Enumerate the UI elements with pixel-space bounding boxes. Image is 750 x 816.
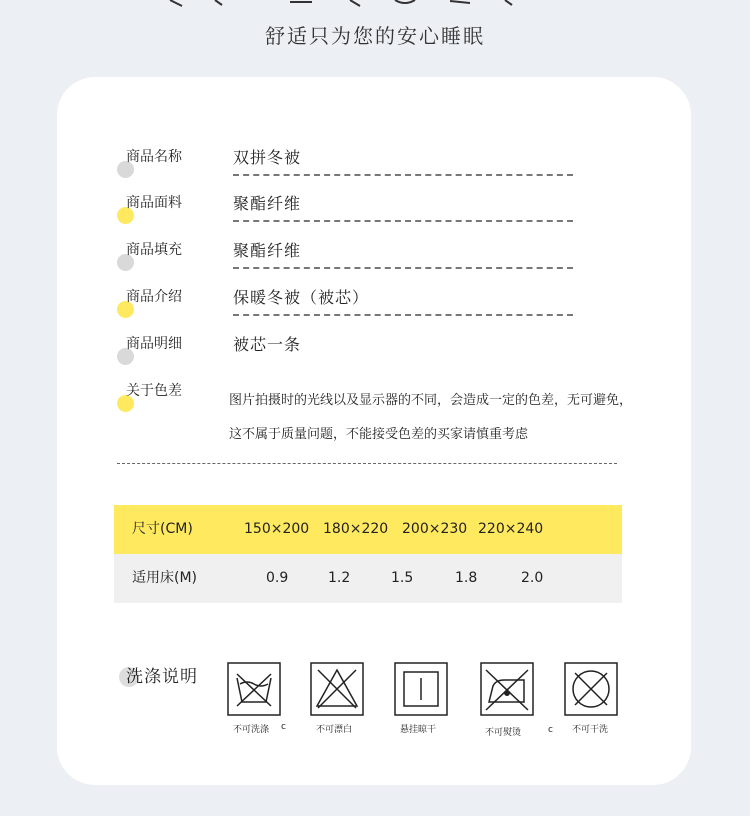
- no-dry-clean-icon: [564, 662, 618, 716]
- color-note-text: 这不属于质量问题，不能接受色差的买家请慎重考虑: [229, 427, 529, 442]
- hang-dry-icon: [394, 662, 448, 716]
- size-header-label: 尺寸(CM): [132, 521, 193, 537]
- color-note-label: 关于色差: [126, 383, 182, 399]
- product-row-details: [57, 334, 691, 374]
- no-iron-icon: [480, 662, 534, 716]
- row-value: 聚酯纤维: [233, 241, 302, 260]
- product-info-card: [57, 77, 691, 785]
- size-table-header: [114, 505, 622, 554]
- size-cell: 220×240: [478, 521, 544, 537]
- dashed-divider: [233, 267, 573, 269]
- section-divider: [117, 463, 617, 464]
- product-row-filling: [57, 240, 691, 280]
- no-bleach-icon: [310, 662, 364, 716]
- no-wash-icon: [227, 662, 281, 716]
- icon-caption: 不可熨烫: [485, 728, 522, 738]
- dashed-divider: [233, 314, 573, 316]
- bed-cell: 0.9: [266, 570, 289, 586]
- icon-caption: 悬挂晾干: [400, 725, 437, 735]
- row-value: 聚酯纤维: [233, 194, 302, 213]
- row-label: 商品名称: [126, 149, 182, 165]
- icon-caption: 不可漂白: [316, 725, 353, 735]
- color-note-text: 图片拍摄时的光线以及显示器的不同，会造成一定的色差，无可避免，: [229, 393, 633, 408]
- wash-title: 洗涤说明: [126, 667, 198, 687]
- row-value: 保暖冬被（被芯）: [233, 288, 370, 307]
- row-value: 被芯一条: [233, 335, 302, 354]
- bed-cell: 1.8: [455, 570, 478, 586]
- icon-caption: 不可干洗: [572, 725, 609, 735]
- page-tagline: 舒适只为您的安心睡眠: [265, 24, 485, 48]
- bed-cell: 1.2: [328, 570, 351, 586]
- row-label: 商品面料: [126, 195, 182, 211]
- top-decoration: [0, 0, 750, 8]
- product-row-name: [57, 147, 691, 187]
- dashed-divider: [233, 220, 573, 222]
- size-cell: 200×230: [402, 521, 468, 537]
- row-label: 商品明细: [126, 336, 182, 352]
- icon-caption: 不可洗涤: [233, 725, 270, 735]
- stray-mark: c: [281, 722, 286, 732]
- product-row-intro: [57, 287, 691, 327]
- bed-row-label: 适用床(M): [132, 570, 198, 586]
- size-table-body: [114, 554, 622, 603]
- bed-cell: 2.0: [521, 570, 544, 586]
- size-cell: 150×200: [244, 521, 310, 537]
- dashed-divider: [233, 174, 573, 176]
- size-table: [114, 505, 622, 603]
- bed-cell: 1.5: [391, 570, 414, 586]
- row-value: 双拼冬被: [233, 148, 302, 167]
- stray-mark: c: [548, 725, 553, 735]
- product-row-fabric: [57, 193, 691, 233]
- row-label: 商品介绍: [126, 289, 182, 305]
- size-cell: 180×220: [323, 521, 389, 537]
- row-label: 商品填充: [126, 242, 182, 258]
